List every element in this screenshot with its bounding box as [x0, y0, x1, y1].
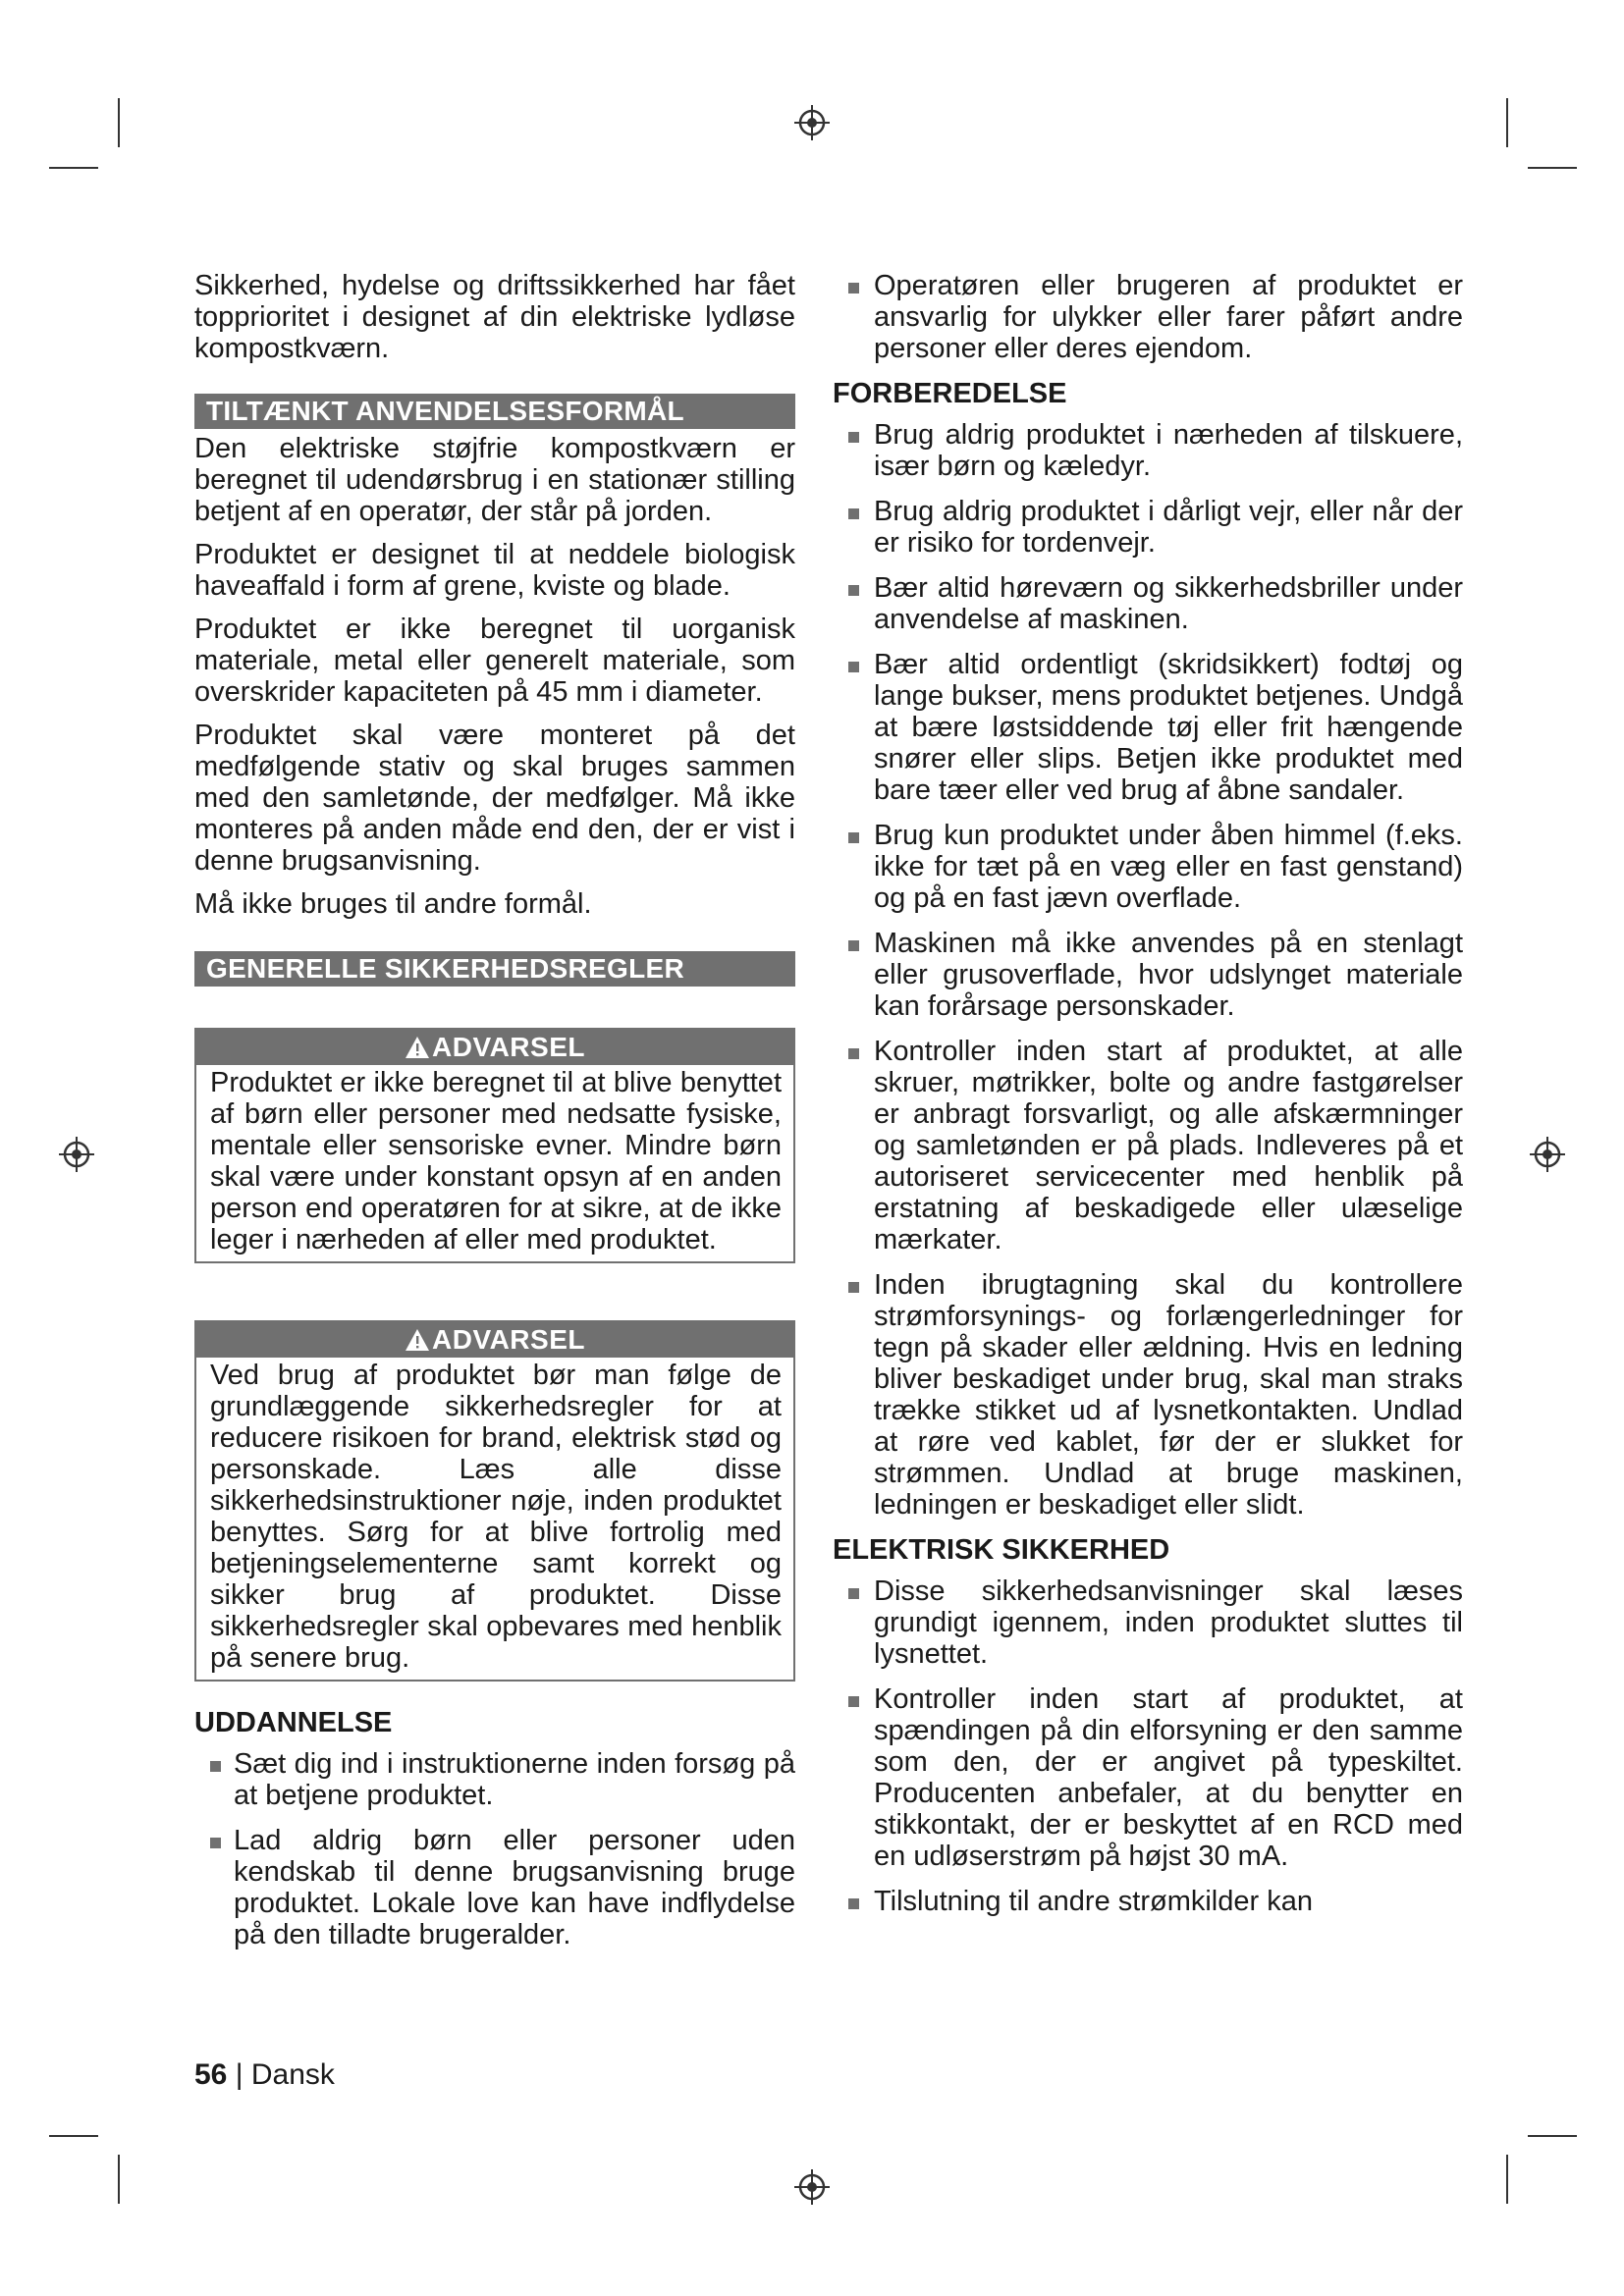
registration-mark-icon: [57, 1135, 96, 1174]
bullet-list: [833, 419, 1463, 1521]
list-item: Sæt dig ind i instruktionerne inden forsøg på at betjene produktet.: [194, 1748, 795, 1811]
crop-mark: [1528, 167, 1577, 169]
list-item: Operatøren eller brugeren af produktet er ansvarlig for ulykker eller farer påført andre personer eller deres ejendom.: [833, 270, 1463, 364]
right-column: [833, 270, 1463, 1931]
warning-triangle-icon: [405, 1328, 430, 1352]
footer-separator: |: [235, 2058, 244, 2091]
paragraph: Produktet er ikke beregnet til uorganisk materiale, metal eller generelt materiale, som overskrider kapaciteten på 45 mm i diameter.: [194, 614, 795, 708]
list-item: Brug aldrig produktet i nærheden af tilskuere, især børn og kæledyr.: [833, 419, 1463, 482]
footer-language: Dansk: [250, 2058, 335, 2091]
list-item: Bær altid ordentligt (skridsikkert) fodtøj og lange bukser, mens produktet betjenes. Undgå at bære løstsiddende tøj eller frit hængende snører eller slips. Betjen ikke produktet med bare tæer eller ved brug af åbne sandaler.: [833, 649, 1463, 806]
crop-mark: [1506, 98, 1508, 147]
warning-text: Produktet er ikke beregnet til at blive benyttet af børn eller personer med nedsatte fysiske, mentale eller sensoriske evner. Mindre børn skal være under konstant opsyn af en anden person end operatøren for at sikre, at de ikke leger i nærheden af eller med produktet.: [210, 1067, 782, 1255]
list-item: Inden ibrugtagning skal du kontrollere strømforsynings- og forlængerledninger for tegn på skader eller ældning. Hvis en ledning bliver beskadiget under brug, skal man straks trække stikket ud af lysnetkontakten. Undlad at røre ved kablet, før der er slukket for strømmen. Undlad at bruge maskinen, ledningen er beskadiget eller slidt.: [833, 1269, 1463, 1521]
page-footer: [194, 2058, 335, 2092]
subheading-electrical-safety: ELEKTRISK SIKKERHED: [833, 1534, 1170, 1566]
warning-title: ADVARSEL: [432, 1032, 585, 1062]
list-item: Brug aldrig produktet i dårligt vejr, eller når der er risiko for tordenvejr.: [833, 496, 1463, 559]
list-item: Brug kun produktet under åben himmel (f.eks. ikke for tæt på en væg eller en fast genstand) og på en fast jævn overflade.: [833, 820, 1463, 914]
subheading-preparation: FORBEREDELSE: [833, 378, 1067, 409]
section-heading-intended-use: TILTÆNKT ANVENDELSESFORMÅL: [194, 394, 795, 429]
list-item: Bær altid høreværn og sikkerhedsbriller under anvendelse af maskinen.: [833, 572, 1463, 635]
paragraph: Den elektriske støjfrie kompostkværn er beregnet til udendørsbrug i en stationær stilling betjent af en operatør, der står på jorden.: [194, 433, 795, 527]
paragraph: Produktet skal være monteret på det medfølgende stativ og skal bruges sammen med den samletønde, der medfølger. Må ikke monteres på anden måde end den, der er vist i denne brugsanvisning.: [194, 720, 795, 877]
page-number: 56: [194, 2058, 228, 2091]
paragraph: Må ikke bruges til andre formål.: [194, 888, 592, 920]
registration-mark-icon: [1528, 1135, 1567, 1174]
list-item: Kontroller inden start af produktet, at spændingen på din elforsyning er den samme som den, der er angivet på typeskiltet. Producenten anbefaler, at du benytter en stikkontakt, der er beskyttet af en RCD med en udløserstrøm på højst 30 mA.: [833, 1683, 1463, 1872]
registration-mark-icon: [792, 103, 832, 142]
subheading-education: UDDANNELSE: [194, 1707, 393, 1738]
paragraph: Produktet er designet til at neddele biologisk haveaffald i form af grene, kviste og blade.: [194, 539, 795, 602]
list-item: Disse sikkerhedsanvisninger skal læses grundigt igennem, inden produktet sluttes til lysnettet.: [833, 1575, 1463, 1670]
crop-mark: [118, 2155, 120, 2204]
warning-box: [194, 1320, 795, 1682]
left-column: [194, 270, 795, 1964]
registration-mark-icon: [792, 2167, 832, 2207]
crop-mark: [1506, 2155, 1508, 2204]
crop-mark: [49, 167, 98, 169]
list-item: Kontroller inden start af produktet, at alle skruer, møtrikker, bolte og andre fastgørelser er anbragt forsvarligt, og alle afskærmninger og samletønden er på plads. Indleveres på et autoriseret servicecenter med henblik på erstatning af beskadigede eller ulæselige mærkater.: [833, 1036, 1463, 1255]
intro-paragraph: Sikkerhed, hydelse og driftssikkerhed har fået topprioritet i designet af din elektriske lydløse kompostkværn.: [194, 270, 795, 364]
warning-title: ADVARSEL: [432, 1324, 585, 1355]
crop-mark: [49, 2135, 98, 2137]
crop-mark: [118, 98, 120, 147]
bullet-list: [833, 1575, 1463, 1917]
warning-header: [196, 1322, 793, 1358]
list-item: Maskinen må ikke anvendes på en stenlagt eller grusoverflade, hvor udslynget materiale kan forårsage personskader.: [833, 928, 1463, 1022]
warning-header: [196, 1030, 793, 1065]
bullet-list: [194, 1748, 795, 1950]
section-heading-general-safety: GENERELLE SIKKERHEDSREGLER: [194, 951, 795, 987]
crop-mark: [1528, 2135, 1577, 2137]
list-item: Lad aldrig børn eller personer uden kendskab til denne brugsanvisning bruge produktet. Lokale love kan have indflydelse på den tilladte brugeralder.: [194, 1825, 795, 1950]
warning-box: [194, 1028, 795, 1263]
list-item: Tilslutning til andre strømkilder kan: [833, 1886, 1463, 1917]
bullet-list: [833, 270, 1463, 364]
warning-text: Ved brug af produktet bør man følge de grundlæggende sikkerhedsregler for at reducere risikoen for brand, elektrisk stød og personskade. Læs alle disse sikkerhedsinstruktioner nøje, inden produktet benyttes. Sørg for at blive fortrolig med betjeningselementerne samt korrekt og sikker brug af produktet. Disse sikkerhedsregler skal opbevares med henblik på senere brug.: [210, 1360, 782, 1674]
warning-triangle-icon: [405, 1036, 430, 1059]
